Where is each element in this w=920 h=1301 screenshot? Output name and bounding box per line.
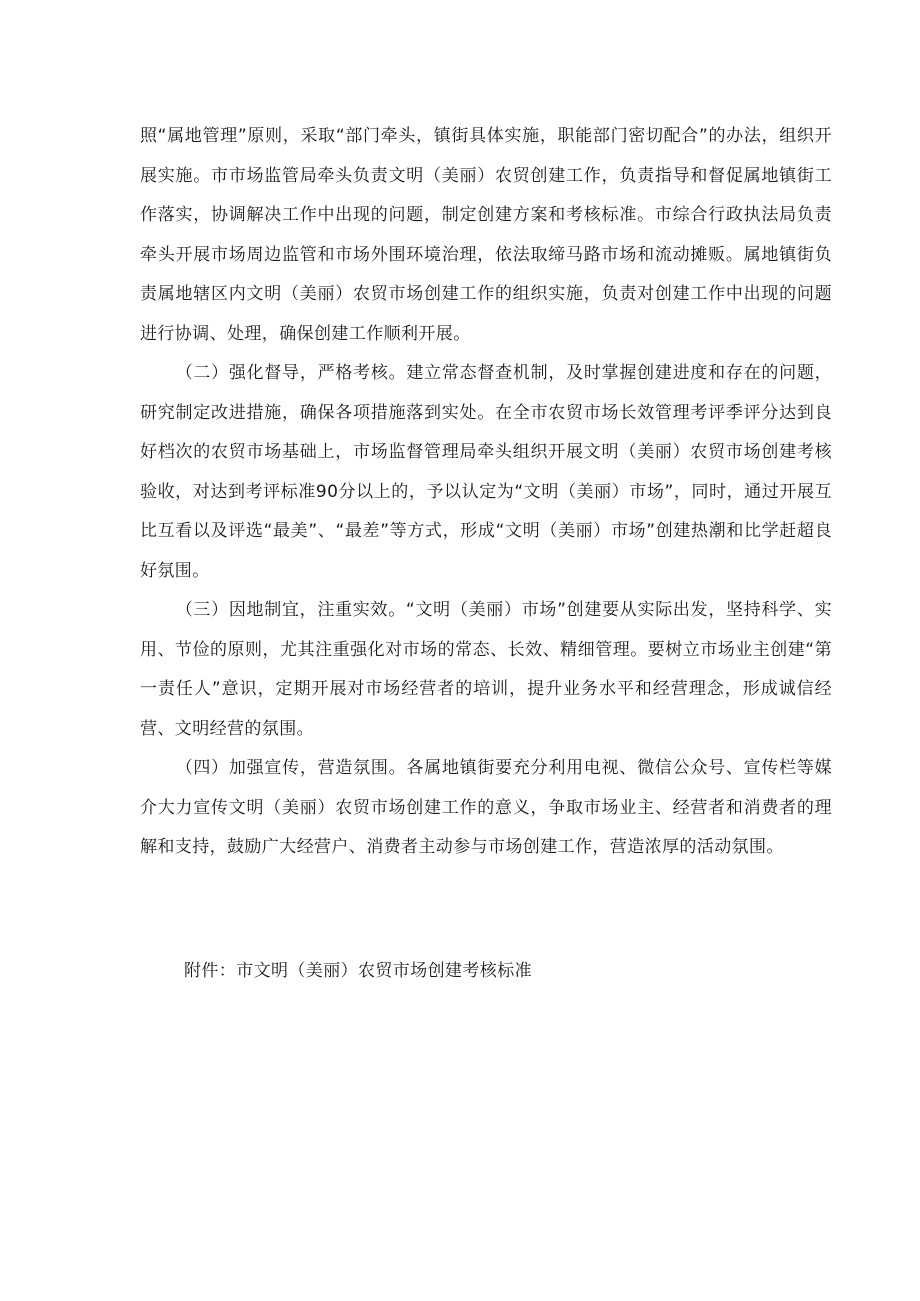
paragraph-publicity: （四）加强宣传，营造氛围。各属地镇街要充分利用电视、微信公众号、宣传栏等媒介大力宣传文明（美丽）农贸市场创建工作的意义，争取市场业主、经营者和消费者的理解和支持，鼓励广大经营户、消费者主动参与市场创建工作，营造浓厚的活动氛围。 <box>140 758 832 857</box>
document-body <box>140 117 832 868</box>
paragraph-continuation: 照“属地管理”原则，采取“部门牵头，镇街具体实施，职能部门密切配合”的办法，组织开展实施。市市场监管局牵头负责文明（美丽）农贸创建工作，负责指导和督促属地镇街工作落实，协调解决工作中出现的问题，制定创建方案和考核标准。市综合行政执法局负责牵头开展市场周边监管和市场外围环境治理，依法取缔马路市场和流动摊贩。属地镇街负责属地辖区内文明（美丽）农贸市场创建工作的组织实施，负责对创建工作中出现的问题进行协调、处理，确保创建工作顺利开展。 <box>140 126 832 344</box>
paragraph-supervision: （二）强化督导，严格考核。建立常态督查机制，及时掌握创建进度和存在的问题，研究制定改进措施，确保各项措施落到实处。在全市农贸市场长效管理考评季评分达到良好档次的农贸市场基础上，市场监督管理局牵头组织开展文明（美丽）农贸市场创建考核验收，对达到考评标准90分以上的，予以认定为“文明（美丽）市场”，同时，通过开展互比互看以及评选“最美”、“最差”等方式，形成“文明（美丽）市场”创建热潮和比学赶超良好氛围。 <box>140 363 832 581</box>
attachment-note: 附件：市文明（美丽）农贸市场创建考核标准 <box>184 961 532 981</box>
paragraph-local-conditions: （三）因地制宜，注重实效。“文明（美丽）市场”创建要从实际出发，坚持科学、实用、节俭的原则，尤其注重强化对市场的常态、长效、精细管理。要树立市场业主创建“第一责任人”意识，定期开展对市场经营者的培训，提升业务水平和经营理念，形成诚信经营、文明经营的氛围。 <box>140 600 832 739</box>
